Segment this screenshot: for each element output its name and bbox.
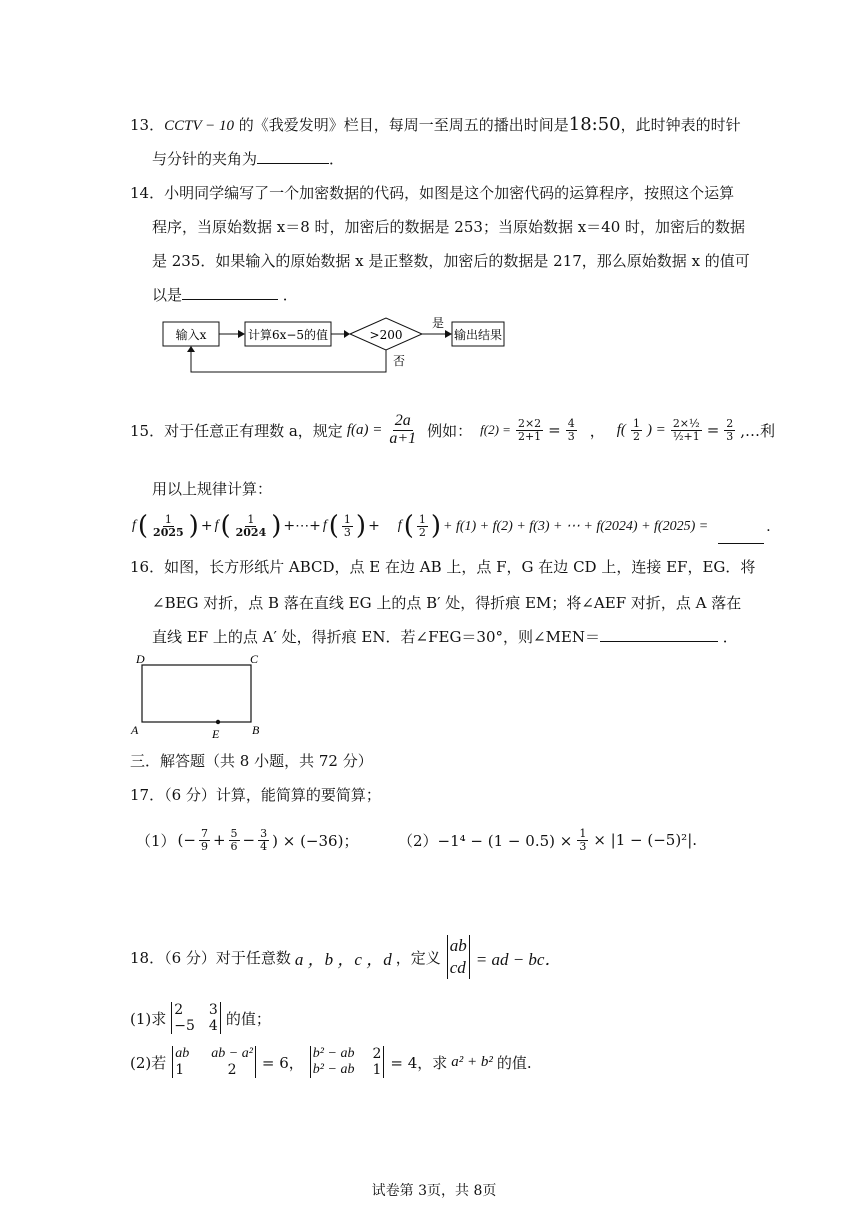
q16-line2: ∠BEG 对折，点 B 落在直线 EG 上的点 B′ 处，得折痕 EM；将∠AEF 对折，点 A 落在 [152, 594, 742, 612]
flow-output-box [452, 322, 504, 346]
flow-condition-diamond [350, 318, 422, 350]
svg-text:计算6x−5的值: 计算6x−5的值 [247, 328, 329, 342]
q14-line2: 程序，当原始数据 x＝8 时，加密后的数据是 253；当原始数据 x＝40 时，加密后的数据 [152, 218, 746, 236]
answer-blank-14[interactable] [182, 285, 278, 300]
q18-definition: 18．（6 分）对于任意数 a ，b ，c ，d ，定义 ab cd = ad − bc． [130, 932, 561, 982]
section-heading: 三．解答题（共 8 小题，共 72 分） [130, 752, 373, 770]
answer-blank-16[interactable] [600, 627, 718, 642]
q15-line1: 15．对于任意正有理数 a，规定 f(a) = $\frac{2a}{a+1}$ 例如： f(2) = $\frac{2\times 2}{2+1}$ = $\frac{4}{3}$ ， f( $\frac{1}{2}$ ) = $\frac{\text{2×½}}{\text{½+1}}$ = $\frac{2}{3}$ ,…利 [130, 411, 776, 447]
q17-part1: （1） (− $\frac{7}{9}$ + $\frac{5}{6}$ − $\frac{3}{4}$ ) × (−36)； [136, 826, 359, 853]
q13-line2: 与分针的夹角为 ． [152, 150, 345, 168]
rectangle-abcd [142, 665, 251, 722]
svg-text:输出结果: 输出结果 [453, 328, 503, 342]
flow-no-label: 否 [393, 354, 406, 368]
rectangle-abcd-figure [128, 650, 273, 742]
flow-yes-label: 是 [432, 316, 445, 330]
q15-sum-expression: f ( $\frac{1}{2025}$ ) + f ( $\frac{1}{2024}$ ) +⋯+ f ( $\frac{1}{3}$ ) + f ( $\frac{1}{2}$ ) + f(1) + f(2) + f(3) + ⋯ + f(2024) + f(2025) = ． [132, 504, 780, 548]
q14-line3: 是 235．如果输入的原始数据 x 是正整数，加密后的数据是 217，那么原始数据 x 的值可 [152, 252, 750, 270]
q14-line4: 以是 ． [152, 286, 298, 304]
answer-blank-15[interactable] [718, 529, 764, 544]
flow-input-box [163, 322, 219, 346]
svg-text:C: C [250, 652, 259, 666]
flow-compute-box [245, 322, 331, 346]
q18-part1: (1)求 2 3 −5 4 的值； [130, 1001, 271, 1034]
svg-text:A: A [131, 723, 139, 737]
q14-line1: 14．小明同学编写了一个加密数据的代码，如图是这个加密代码的运算程序，按照这个运算 [130, 184, 735, 202]
svg-text:B: B [252, 723, 260, 737]
q16-line3: 直线 EF 上的点 A′ 处，得折痕 EN．若∠FEG＝30°，则∠MEN＝ ． [152, 628, 738, 646]
q17-part2: （2）−1⁴ − (1 − 0.5) × $\frac{1}{3}$ × |1 − (−5)²|. [398, 826, 698, 853]
answer-blank-13[interactable] [257, 149, 329, 164]
svg-text:E: E [212, 727, 220, 741]
q16-line1: 16．如图，长方形纸片 ABCD，点 E 在边 AB 上，点 F，G 在边 CD 上，连接 EF，EG．将 [130, 558, 756, 576]
q13-line1: 13．CCTV − 10 的《我爱发明》栏目，每周一至周五的播出时间是18:50，此时钟表的时针 [130, 114, 741, 135]
svg-text:>200: >200 [369, 328, 403, 342]
page-footer: 试卷第 3页，共 8页 [371, 1183, 497, 1199]
encryption-flowchart [150, 310, 520, 382]
q15-line2: 用以上规律计算： [152, 480, 273, 498]
q18-part2: (2)若 ab ab − a² 1 2 = 6， b² − ab 2 b² − ab 1 = 4，求 a² + b² 的值. [130, 1045, 532, 1078]
point-e [216, 720, 220, 724]
svg-text:输入x: 输入x [175, 328, 207, 342]
svg-text:D: D [136, 652, 145, 666]
q17-title: 17．（6 分）计算，能简算的要简算； [130, 786, 381, 804]
